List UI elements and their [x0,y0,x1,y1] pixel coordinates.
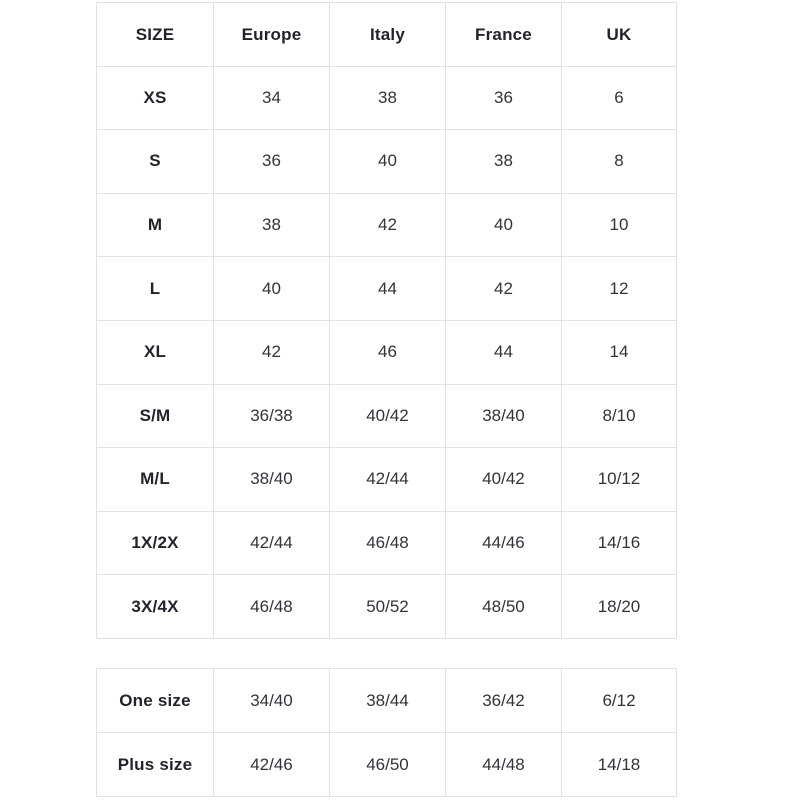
cell-uk: 8/10 [562,384,677,448]
cell-france: 48/50 [446,575,562,639]
size-conversion-table [96,2,677,639]
table-row [97,733,677,797]
cell-italy: 46 [330,320,446,384]
cell-italy: 38 [330,66,446,130]
column-header-uk-label: UK [606,24,632,44]
row-size-label: One size [97,669,214,733]
cell-france: 44 [446,320,562,384]
cell-europe: 42/46 [214,733,330,797]
column-header-france [446,3,562,67]
row-size-label: 1X/2X [97,511,214,575]
column-header-italy [330,3,446,67]
column-header-europe [214,3,330,67]
cell-uk: 14/18 [562,733,677,797]
cell-france: 36 [446,66,562,130]
cell-italy: 44 [330,257,446,321]
table-body [97,66,677,638]
size-conversion-table-container [96,2,676,639]
cell-europe: 42 [214,320,330,384]
one-size-plus-size-table-container [96,668,676,797]
cell-uk: 6 [562,66,677,130]
cell-uk: 6/12 [562,669,677,733]
cell-europe: 46/48 [214,575,330,639]
table-row [97,448,677,512]
cell-uk: 10/12 [562,448,677,512]
cell-italy: 38/44 [330,669,446,733]
table-header-row [97,3,677,67]
cell-europe: 40 [214,257,330,321]
cell-europe: 42/44 [214,511,330,575]
column-header-uk [562,3,677,67]
row-size-label: 3X/4X [97,575,214,639]
cell-uk: 12 [562,257,677,321]
row-size-label: S [97,130,214,194]
column-header-italy-label: Italy [369,24,406,44]
table-row [97,257,677,321]
one-size-plus-size-table [96,668,677,797]
cell-europe: 38 [214,193,330,257]
cell-europe: 36/38 [214,384,330,448]
cell-uk: 10 [562,193,677,257]
row-size-label: M/L [97,448,214,512]
cell-uk: 18/20 [562,575,677,639]
cell-uk: 14 [562,320,677,384]
cell-uk: 14/16 [562,511,677,575]
table-row [97,66,677,130]
cell-france: 38/40 [446,384,562,448]
table-row [97,193,677,257]
row-size-label: XL [97,320,214,384]
cell-italy: 40 [330,130,446,194]
column-header-europe-label: Europe [241,24,302,44]
cell-italy: 46/48 [330,511,446,575]
cell-italy: 42 [330,193,446,257]
cell-italy: 42/44 [330,448,446,512]
column-header-size-label: SIZE [135,24,175,44]
cell-italy: 50/52 [330,575,446,639]
cell-france: 38 [446,130,562,194]
cell-france: 40 [446,193,562,257]
cell-france: 36/42 [446,669,562,733]
cell-europe: 36 [214,130,330,194]
cell-europe: 34 [214,66,330,130]
row-size-label: S/M [97,384,214,448]
row-size-label: L [97,257,214,321]
column-header-size [97,3,214,67]
row-size-label: M [97,193,214,257]
table-row [97,384,677,448]
cell-italy: 40/42 [330,384,446,448]
cell-europe: 38/40 [214,448,330,512]
cell-italy: 46/50 [330,733,446,797]
table-row [97,669,677,733]
cell-france: 44/48 [446,733,562,797]
table-body [97,669,677,797]
table-row [97,320,677,384]
cell-europe: 34/40 [214,669,330,733]
table-header [97,3,677,67]
table-row [97,130,677,194]
cell-france: 42 [446,257,562,321]
column-header-france-label: France [475,24,532,44]
table-row [97,511,677,575]
row-size-label: Plus size [97,733,214,797]
cell-france: 40/42 [446,448,562,512]
table-row [97,575,677,639]
cell-france: 44/46 [446,511,562,575]
row-size-label: XS [97,66,214,130]
cell-uk: 8 [562,130,677,194]
